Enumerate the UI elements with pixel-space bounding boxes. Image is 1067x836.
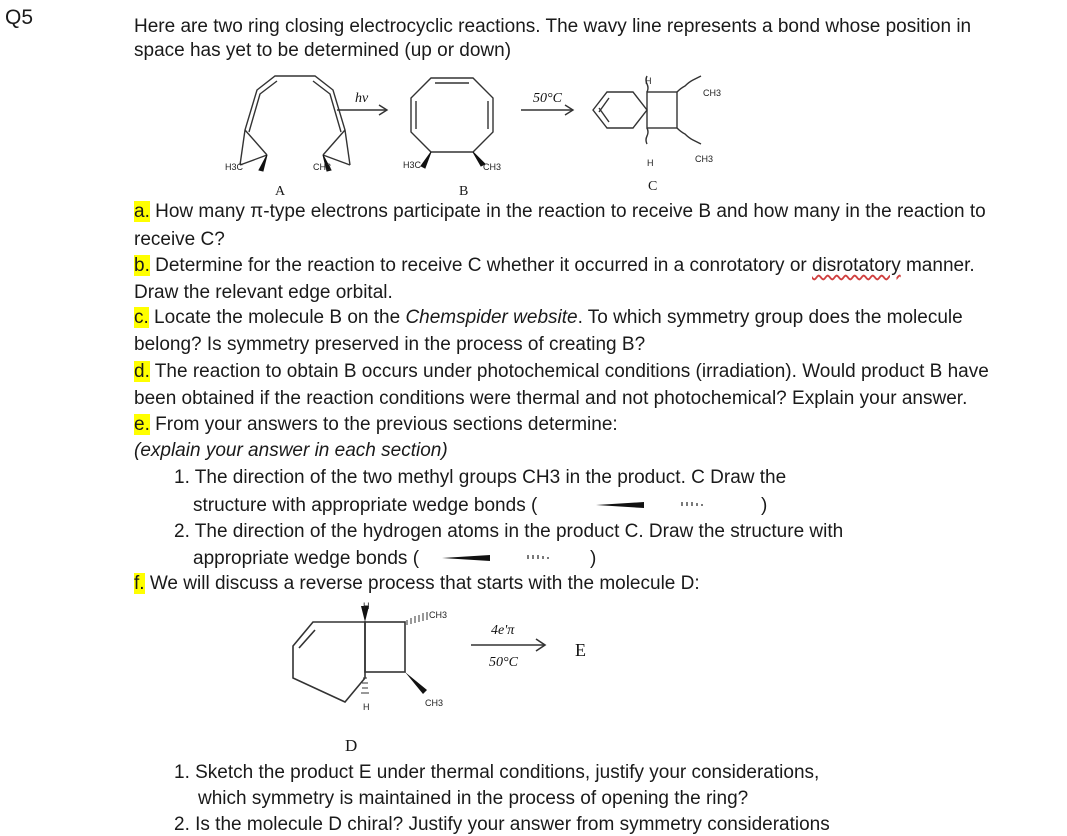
part-c-text-1: Locate the molecule B on the bbox=[148, 307, 406, 328]
a-ch3: CH3 bbox=[313, 162, 332, 172]
part-c-italic: Chemspider website bbox=[405, 307, 578, 328]
part-e-item-1-line-1: 1. The direction of the two methyl groups CH3 in the product. C Draw the bbox=[174, 467, 787, 488]
question-number: Q5 bbox=[5, 6, 34, 29]
b-h3c: H3C bbox=[403, 160, 422, 170]
d-ch3-wedge bbox=[405, 672, 427, 694]
reaction-scheme-1 bbox=[215, 70, 735, 182]
bold-wedge-icon bbox=[596, 502, 644, 508]
label-a: A bbox=[275, 184, 286, 199]
product-e: E bbox=[575, 640, 586, 660]
part-b-text-1: Determine for the reaction to receive C whether it occurred in a conrotatory or bbox=[149, 255, 812, 276]
part-d-line-2: been obtained if the reaction conditions were thermal and not photochemical? Explain your answer. bbox=[134, 388, 968, 409]
part-a-line-2: receive C? bbox=[134, 229, 225, 250]
wedge-bond-symbols-2 bbox=[440, 549, 580, 569]
part-e-tag: e. bbox=[134, 414, 150, 435]
part-f-item-1-line-1: 1. Sketch the product E under thermal conditions, justify your considerations, bbox=[174, 762, 820, 783]
bold-wedge-icon bbox=[442, 555, 490, 561]
intro-line-1: Here are two ring closing electrocyclic reactions. The wavy line represents a bond whose position in bbox=[134, 16, 972, 37]
c-h-top: H bbox=[645, 76, 652, 86]
intro-line-2: space has yet to be determined (up or down) bbox=[134, 40, 512, 61]
part-a-line-1 bbox=[134, 200, 986, 223]
label-d: D bbox=[345, 736, 358, 755]
condition-hv: hν bbox=[355, 91, 369, 106]
part-b-tag: b. bbox=[134, 255, 150, 276]
part-e-line-1 bbox=[134, 413, 618, 436]
d-ch3-top: CH3 bbox=[429, 610, 448, 620]
part-e-item-2-line-1: 2. The direction of the hydrogen atoms in the product C. Draw the structure with bbox=[174, 521, 844, 542]
molecule-b-ring bbox=[411, 78, 493, 152]
part-e-item-2-close: ) bbox=[590, 548, 597, 569]
molecule-d-four-ring bbox=[365, 622, 405, 672]
part-d-tag: d. bbox=[134, 361, 150, 382]
part-e-text: From your answers to the previous sections determine: bbox=[149, 414, 618, 435]
d-h-bottom: H bbox=[363, 702, 370, 712]
a-h3c: H3C bbox=[225, 162, 244, 172]
part-e-item-1-close: ) bbox=[761, 495, 768, 516]
part-e-item-1-line-2: structure with appropriate wedge bonds ( bbox=[193, 495, 538, 516]
part-b-text-2: manner. bbox=[900, 255, 975, 276]
part-f-item-2-line-1: 2. Is the molecule D chiral? Justify your answer from symmetry considerations bbox=[174, 814, 830, 835]
part-b-squiggly-word: disrotatory bbox=[812, 255, 901, 276]
part-b-line-1 bbox=[134, 254, 975, 277]
label-b: B bbox=[459, 184, 469, 199]
part-e-line-2: (explain your answer in each section) bbox=[134, 440, 448, 461]
part-c-line-2: belong? Is symmetry preserved in the process of creating B? bbox=[134, 334, 646, 355]
b-ch3: CH3 bbox=[483, 162, 502, 172]
part-d-text: The reaction to obtain B occurs under photochemical conditions (irradiation). Would product B have bbox=[149, 361, 989, 382]
part-b-line-2: Draw the relevant edge orbital. bbox=[134, 282, 393, 303]
part-a-tag: a. bbox=[134, 201, 150, 222]
label-c: C bbox=[648, 179, 658, 194]
wedge-bond-symbols-1 bbox=[594, 496, 734, 516]
part-f-text: We will discuss a reverse process that starts with the molecule D: bbox=[144, 573, 700, 594]
reaction-scheme-2 bbox=[285, 598, 625, 723]
condition-4epi: 4e'π bbox=[491, 623, 515, 638]
c-h-bottom: H bbox=[647, 158, 654, 168]
part-e-item-2-line-2: appropriate wedge bonds ( bbox=[193, 548, 420, 569]
part-c-line-1 bbox=[134, 306, 963, 329]
molecule-a-chain bbox=[240, 76, 350, 165]
part-f-line-1 bbox=[134, 572, 700, 595]
c-ch3-bottom: CH3 bbox=[695, 154, 714, 164]
part-a-text: How many π-type electrons participate in the reaction to receive B and how many in the reaction to bbox=[149, 201, 986, 222]
molecule-c-four-ring bbox=[647, 92, 677, 128]
d-h-top: H bbox=[363, 601, 370, 611]
c-ch3-top: CH3 bbox=[703, 88, 722, 98]
condition-50c: 50°C bbox=[533, 91, 562, 106]
part-d-line-1 bbox=[134, 360, 989, 383]
condition-50c-2: 50°C bbox=[489, 655, 518, 670]
part-c-text-2: . To which symmetry group does the molecule bbox=[577, 307, 963, 328]
part-f-tag: f. bbox=[134, 573, 145, 594]
d-ch3-bottom: CH3 bbox=[425, 698, 444, 708]
part-c-tag: c. bbox=[134, 307, 149, 328]
molecule-d-six-ring bbox=[293, 622, 365, 702]
part-f-item-1-line-2: which symmetry is maintained in the process of opening the ring? bbox=[198, 788, 749, 809]
